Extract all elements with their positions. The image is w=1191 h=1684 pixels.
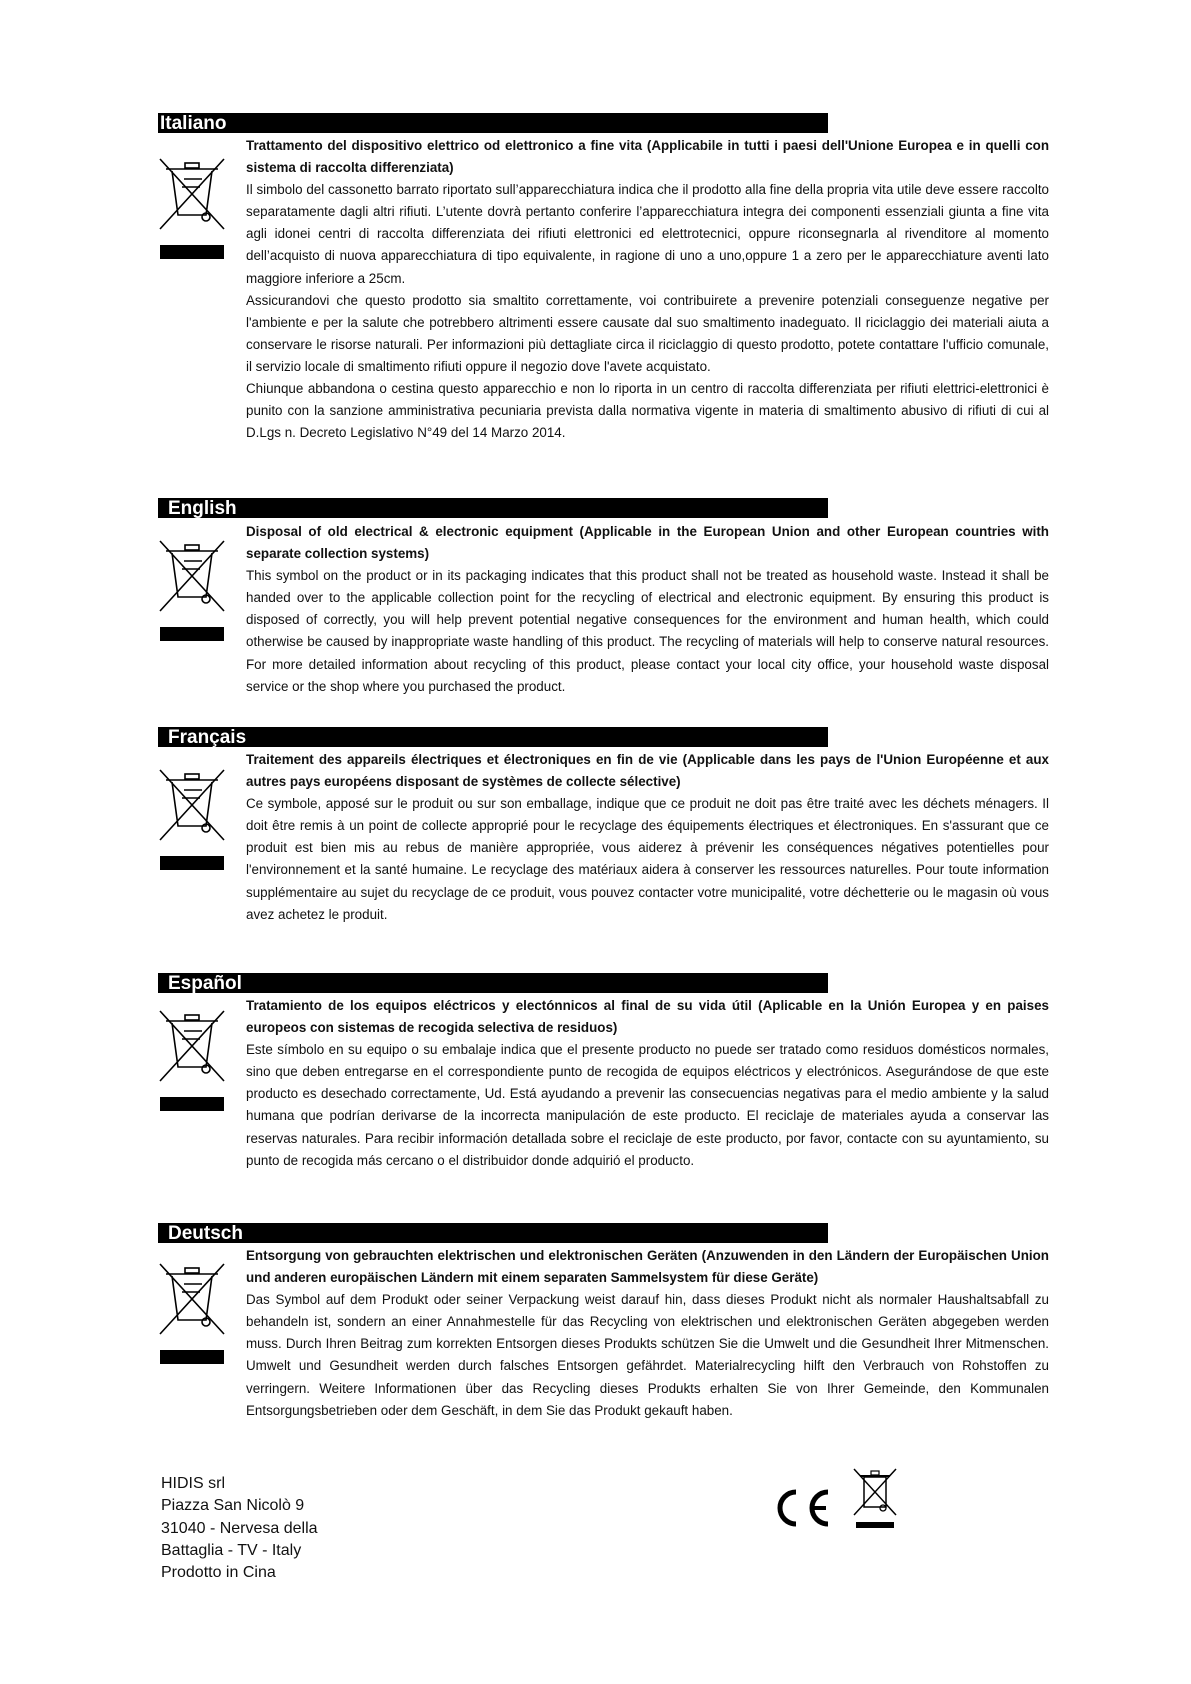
- section-title: Disposal of old electrical & electronic equipment (Applicable in the European Union and other European countries with separate collection systems): [246, 524, 1049, 562]
- manufacturer-address: [161, 1473, 461, 1584]
- language-header: Français: [158, 727, 828, 747]
- ce-mark-icon: [770, 1467, 910, 1537]
- section-italiano: [158, 113, 1048, 473]
- section-paragraph: Il simbolo del cassonetto barrato riportato sull’apparecchiatura indica che il prodotto alla fine della propria vita utile deve essere raccolto separatamente dagli altri rifiuti. L’utente dovrà pertanto conferire l’apparecchiatura integra dei componenti essenziali giunta a fine vita agli idonei centri di raccolta differenziata dei rifiuti elettronici ed elettrotecnici, oppure riconsegnarla al rivenditore al momento dell’acquisto di nuova apparecchiatura di tipo equivalente, in ragione di uno a uno,oppure 1 a zero per le apparecchiature aventi lato maggiore inferiore a 25cm.: [246, 182, 1049, 286]
- section-deutsch: [158, 1223, 1048, 1453]
- address-line: HIDIS srl: [161, 1475, 225, 1492]
- compliance-marks: [770, 1467, 910, 1537]
- weee-bin-icon: [158, 1260, 228, 1365]
- weee-bin-icon: [158, 537, 228, 642]
- section-paragraph: Das Symbol auf dem Produkt oder seiner Verpackung weist darauf hin, dass dieses Produkt nicht als normaler Haushaltsabfall zu behandeln ist, sondern an einer Annahmestelle für das Recycling von elektrischen und elektronischen Geräten abgegeben werden muss. Durch Ihren Beitrag zum korrekten Entsorgen dieses Produkts schützen Sie die Umwelt und die Gesundheit Ihrer Mitmenschen. Umwelt und Gesundheit werden durch falsches Entsorgen gefährdet. Materialrecycling hilft den Verbrauch von Rohstoffen zu verringern. Weitere Informationen über das Recycling dieses Produkts erhalten Sie von Ihrer Gemeinde, den Kommunalen Entsorgungsbetrieben oder dem Geschäft, in dem Sie das Produkt gekauft haben.: [246, 1292, 1049, 1418]
- section-paragraph: Assicurandovi che questo prodotto sia smaltito correttamente, voi contribuirete a prevenire potenziali conseguenze negative per l'ambiente e per la salute che potrebbero altrimenti essere causate dal suo smaltimento inadeguato. Il riciclaggio dei materiali aiuta a conservare le risorse naturali. Per informazioni più dettagliate circa il riciclaggio di questo prodotto, potete contattare l'ufficio comunale, il servizio locale di smaltimento rifiuti oppure il negozio dove l'avete acquistato.: [246, 292, 1049, 374]
- language-header: Italiano: [158, 113, 828, 133]
- weee-bin-icon: [158, 766, 228, 871]
- language-header: Deutsch: [158, 1223, 828, 1243]
- language-header: Español: [158, 973, 828, 993]
- address-line: Piazza San Nicolò 9: [161, 1497, 305, 1515]
- address-line: Battaglia - TV - Italy: [161, 1541, 302, 1559]
- section-paragraph: Ce symbole, apposé sur le produit ou sur son emballage, indique que ce produit ne doit pas être traité avec les déchets ménagers. Il doit être remis à un point de collecte approprié pour le recyclage des équipements électriques et électroniques. En s'assurant que ce produit est bien mis au rebus de manière appropriée, vous aiderez à prévenir les conséquences négatives potentielles pour l'environnement et la santé humaine. Le recyclage des matériaux aidera à conserver les ressources naturelles. Pour toute information supplémentaire au sujet du recyclage de ce produit, vous pouvez contacter votre municipalité, votre déchetterie ou le magasin où vous avez achetez le produit.: [246, 796, 1049, 922]
- weee-bin-icon: [158, 155, 228, 260]
- address-line: 31040 - Nervesa della: [161, 1519, 318, 1537]
- weee-bin-icon: [158, 1007, 228, 1112]
- section-paragraph: This symbol on the product or in its packaging indicates that this product shall not be treated as household waste. Instead it shall be handed over to the applicable collection point for the recycling of electrical and electronic equipment. By ensuring this product is disposed of correctly, you will help prevent potential negative consequences for the environment and human health, which could otherwise be caused by inappropriate waste handling of this product. The recycling of materials will help to conserve natural resources. For more detailed information about recycling of this product, please contact your local city office, your household waste disposal service or the shop where you purchased the product.: [246, 568, 1049, 694]
- section-francais: [158, 727, 1048, 927]
- section-paragraph: Chiunque abbandona o cestina questo apparecchio e non lo riporta in un centro di raccolta differenziata per rifiuti elettrici-elettronici è punito con la sanzione amministrativa pecuniaria prevista dalla normativa vigente in materia di smaltimento abusivo di rifiuti di cui al D.Lgs n. Decreto Legislativo N°49 del 14 Marzo 2014.: [246, 381, 1049, 441]
- section-title: Entsorgung von gebrauchten elektrischen und elektronischen Geräten (Anzuwenden in den Ländern der Europäischen Union und anderen europäischen Ländern mit einem separaten Sammelsystem für diese Geräte): [246, 1248, 1049, 1286]
- section-espanol: [158, 973, 1048, 1203]
- section-paragraph: Este símbolo en su equipo o su embalaje indica que el presente producto no puede ser tratado como residuos domésticos normales, sino que deben entregarse en el correspondiente punto de recogida de equipos eléctricos y electrónicos. Asegurándose de que este producto es desechado correctamente, Ud. Está ayudando a prevenir las consecuencias negativas para el medio ambiente y la salud humana que podrían derivarse de la incorrecta manipulación de este producto. El reciclaje de materiales ayuda a conservar las reservas naturales. Para recibir información detallada sobre el reciclaje de este producto, por favor, contacte con su ayuntamiento, su punto de recogida más cercano o el distribuidor donde adquirió el producto.: [246, 1042, 1049, 1168]
- address-line: Prodotto in Cina: [161, 1564, 276, 1582]
- section-title: Traitement des appareils électriques et électroniques en fin de vie (Applicable dans les pays de l'Union Européenne et aux autres pays européens disposant de systèmes de collecte sélective): [246, 752, 1049, 790]
- section-title: Tratamiento de los equipos eléctricos y electónnicos al final de su vida útil (Aplicable en la Unión Europea y en paises europeos con sistemas de recogida selectiva de residuos): [246, 998, 1049, 1036]
- section-english: [158, 498, 1048, 698]
- language-header: English: [158, 498, 828, 518]
- section-title: Trattamento del dispositivo elettrico od elettronico a fine vita (Applicabile in tutti i paesi dell'Unione Europea e in quelli con sistema di raccolta differenziata): [246, 138, 1049, 176]
